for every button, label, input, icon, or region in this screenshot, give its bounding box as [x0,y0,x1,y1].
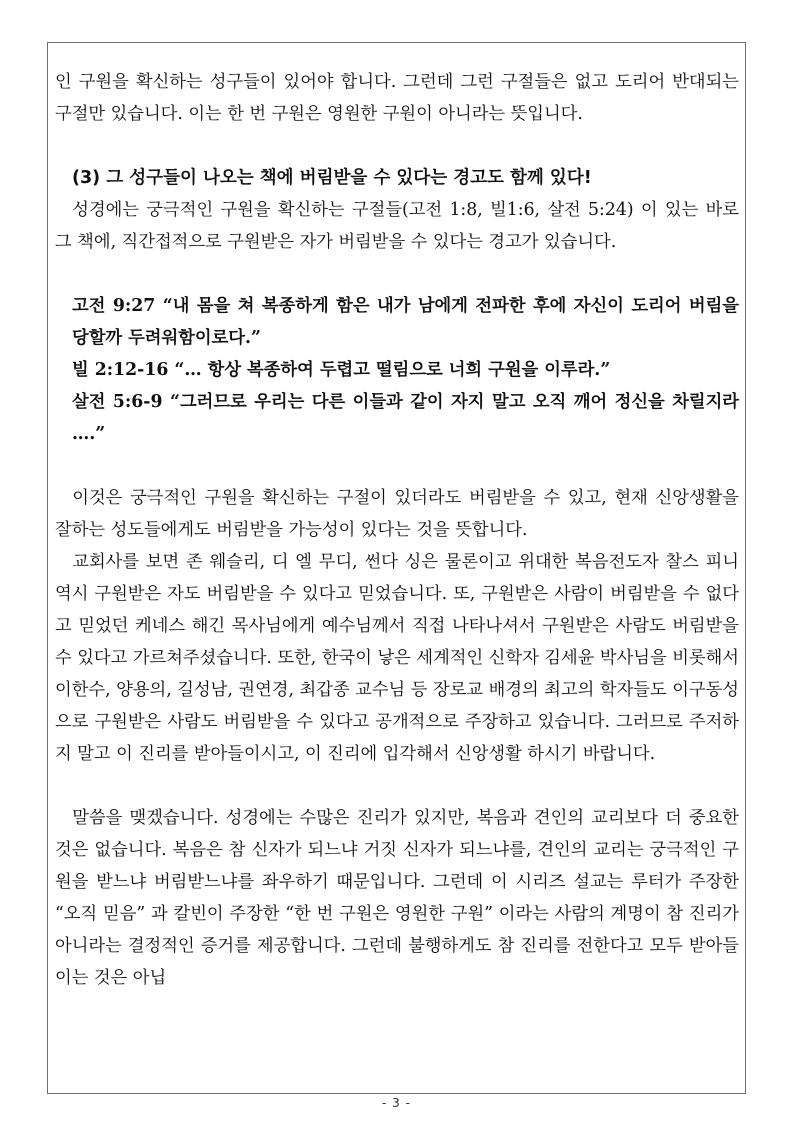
spacer [55,258,739,290]
section-heading-3: (3) 그 성구들이 나오는 책에 버림받을 수 있다는 경고도 함께 있다! [72,168,592,188]
paragraph-continuation: 인 구원을 확신하는 성구들이 있어야 합니다. 그런데 그런 구절들은 없고 도리어 반대되는 구절만 있습니다. 이는 한 번 구원은 영원한 구원이 아니라는 뜻입니다. [55,72,739,124]
paragraph-church-history: 교회사를 보면 존 웨슬리, 디 엘 무디, 썬다 싱은 물론이고 위대한 복음전도자 찰스 피니 역시 구원받은 자도 버림받을 수 있다고 믿었습니다. 또, 구원받은 사람이 버림받을 수 없다고 믿었던 케네스 해긴 목사님에게 예수님께서 직접 나타나셔서 구원받은 사람도 버림받을 수 있다고 가르쳐주셨습니다. 또한, 한국이 낳은 세계적인 신학자 김세윤 박사님을 비롯해서 이한수, 양용의, 길성남, 권연경, 최갑종 교수님 등 장로교 배경의 최고의 학자들도 이구동성으로 구원받은 사람도 버림받을 수 있다고 공개적으로 주장하고 있습니다. 그러므로 주저하지 말고 이 진리를 받아들이시고, 이 진리에 입각해서 신앙생활 하시기 바랍니다. [55,552,739,764]
paragraph-meaning: 이것은 궁극적인 구원을 확신하는 구절이 있더라도 버림받을 수 있고, 현재 신앙생활을 잘하는 성도들에게도 버림받을 가능성이 있다는 것을 뜻합니다. [55,488,739,540]
spacer [55,130,739,162]
spacer [55,450,739,482]
verse-quote-3: 살전 5:6-9 “그러므로 우리는 다른 이들과 같이 자지 말고 오직 깨어 정신을 차릴지라 ….” [72,392,739,444]
page-number: - 3 - [382,1096,411,1110]
verse-quote-2: 빌 2:12-16 “… 항상 복종하여 두렵고 떨림으로 너희 구원을 이루라.” [72,360,611,380]
paragraph-conclusion: 말씀을 맺겠습니다. 성경에는 수많은 진리가 있지만, 복음과 견인의 교리보다 더 중요한 것은 없습니다. 복음은 참 신자가 되느냐 거짓 신자가 되느냐를, 견인의 교리는 궁극적인 구원을 받느냐 버림받느냐를 좌우하기 때문입니다. 그런데 이 시리즈 설교는 루터가 주장한 “오직 믿음” 과 칼빈이 주장한 “한 번 구원은 영원한 구원” 이라는 사람의 계명이 참 진리가 아니라는 결정적인 증거를 제공합니다. 그런데 불행하게도 참 진리를 전한다고 모두 받아들이는 것은 아닙 [55,808,739,988]
page-frame-bottom-rule [47,1093,746,1094]
document-body [55,66,739,994]
spacer [55,770,739,802]
paragraph-warning-verses: 성경에는 궁극적인 구원을 확신하는 구절들(고전 1:8, 빌1:6, 살전 5:24) 이 있는 바로 그 책에, 직간접적으로 구원받은 자가 버림받을 수 있다는 경고가 있습니다. [55,200,739,252]
verse-quote-1: 고전 9:27 “내 몸을 쳐 복종하게 함은 내가 남에게 전파한 후에 자신이 도리어 버림을 당할까 두려워함이로다.” [72,296,739,348]
